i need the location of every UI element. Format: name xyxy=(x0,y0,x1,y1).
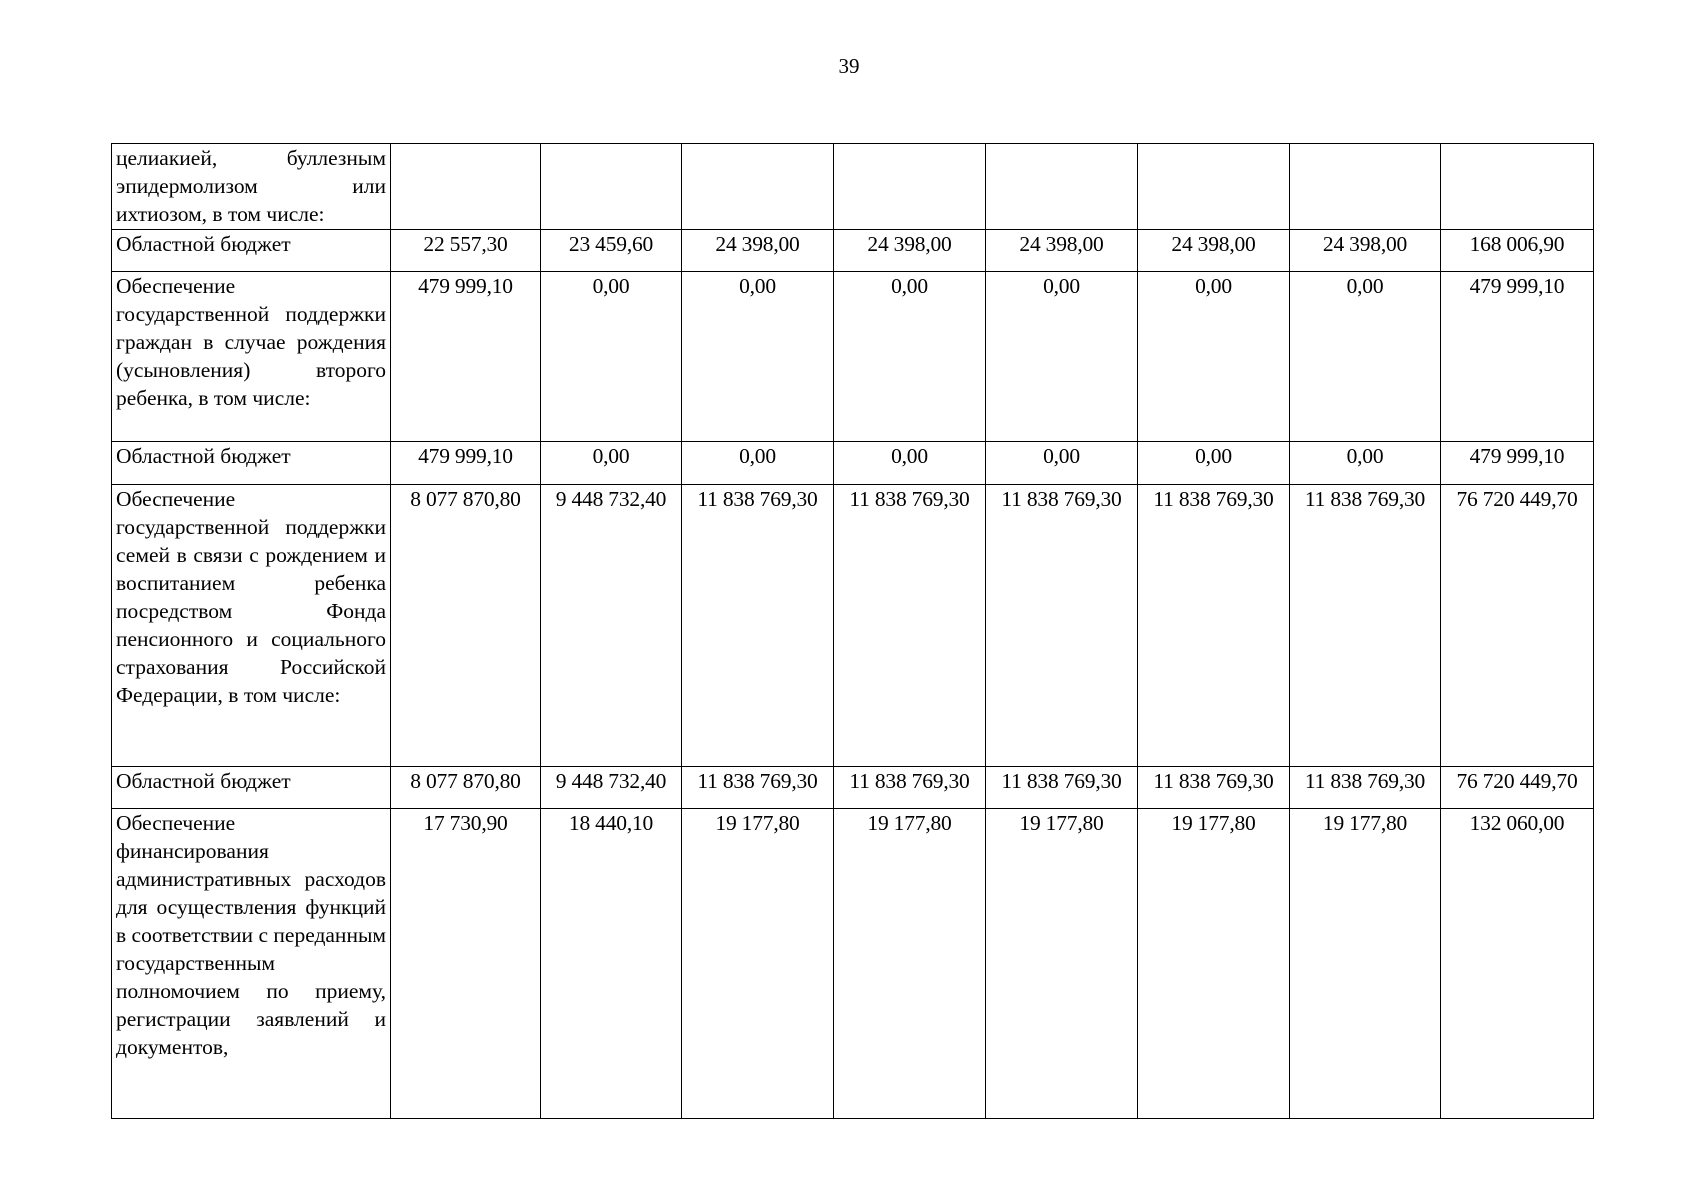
value-cell: 24 398,00 xyxy=(1138,230,1290,272)
row-label: Областной бюджет xyxy=(112,442,391,485)
value-cell xyxy=(541,144,682,230)
row-label: Обеспечение государственной поддержки граждан в случае рождения (усыновления) второго ребенка, в том числе: xyxy=(112,272,391,442)
value-cell: 24 398,00 xyxy=(986,230,1138,272)
value-cell: 479 999,10 xyxy=(391,272,541,442)
value-cell: 24 398,00 xyxy=(682,230,834,272)
row-label: Областной бюджет xyxy=(112,767,391,809)
value-cell: 0,00 xyxy=(1290,272,1441,442)
value-cell xyxy=(391,144,541,230)
value-cell: 8 077 870,80 xyxy=(391,767,541,809)
value-cell: 11 838 769,30 xyxy=(986,767,1138,809)
value-cell: 11 838 769,30 xyxy=(834,767,986,809)
value-cell: 9 448 732,40 xyxy=(541,485,682,767)
value-cell: 0,00 xyxy=(986,272,1138,442)
table-row xyxy=(112,809,1594,1119)
value-cell: 11 838 769,30 xyxy=(986,485,1138,767)
row-label: Обеспечение государственной поддержки семей в связи с рождением и воспитанием ребенка посредством Фонда пенсионного и социального страхования Российской Федерации, в том числе: xyxy=(112,485,391,767)
table-row xyxy=(112,485,1594,767)
value-cell: 11 838 769,30 xyxy=(682,767,834,809)
value-cell: 8 077 870,80 xyxy=(391,485,541,767)
value-cell: 24 398,00 xyxy=(834,230,986,272)
value-cell: 0,00 xyxy=(834,442,986,485)
value-cell: 0,00 xyxy=(1290,442,1441,485)
value-cell: 19 177,80 xyxy=(1290,809,1441,1119)
row-label: Обеспечение финансирования административных расходов для осуществления функций в соответствии с переданным государственным полномочием по приему, регистрации заявлений и документов, xyxy=(112,809,391,1119)
value-cell: 76 720 449,70 xyxy=(1441,485,1594,767)
value-cell: 0,00 xyxy=(682,442,834,485)
value-cell: 479 999,10 xyxy=(1441,442,1594,485)
value-cell: 0,00 xyxy=(682,272,834,442)
value-cell: 11 838 769,30 xyxy=(1290,767,1441,809)
value-cell: 11 838 769,30 xyxy=(1290,485,1441,767)
table-row xyxy=(112,272,1594,442)
value-cell: 0,00 xyxy=(541,442,682,485)
page-number: 39 xyxy=(838,54,860,78)
value-cell: 17 730,90 xyxy=(391,809,541,1119)
value-cell xyxy=(834,144,986,230)
value-cell: 0,00 xyxy=(834,272,986,442)
value-cell: 23 459,60 xyxy=(541,230,682,272)
value-cell: 19 177,80 xyxy=(986,809,1138,1119)
budget-table xyxy=(111,143,1594,1119)
value-cell: 19 177,80 xyxy=(834,809,986,1119)
value-cell: 11 838 769,30 xyxy=(834,485,986,767)
value-cell: 18 440,10 xyxy=(541,809,682,1119)
value-cell: 11 838 769,30 xyxy=(1138,485,1290,767)
value-cell: 479 999,10 xyxy=(1441,272,1594,442)
value-cell: 0,00 xyxy=(1138,442,1290,485)
value-cell: 9 448 732,40 xyxy=(541,767,682,809)
value-cell xyxy=(1441,144,1594,230)
value-cell: 19 177,80 xyxy=(682,809,834,1119)
value-cell xyxy=(682,144,834,230)
table-row xyxy=(112,767,1594,809)
value-cell: 168 006,90 xyxy=(1441,230,1594,272)
value-cell xyxy=(1138,144,1290,230)
row-label: целиакией, буллезным эпидермолизом или ихтиозом, в том числе: xyxy=(112,144,391,230)
value-cell: 11 838 769,30 xyxy=(1138,767,1290,809)
value-cell: 0,00 xyxy=(541,272,682,442)
table-row xyxy=(112,442,1594,485)
value-cell: 0,00 xyxy=(986,442,1138,485)
value-cell: 22 557,30 xyxy=(391,230,541,272)
value-cell: 11 838 769,30 xyxy=(682,485,834,767)
value-cell: 0,00 xyxy=(1138,272,1290,442)
value-cell: 132 060,00 xyxy=(1441,809,1594,1119)
row-label: Областной бюджет xyxy=(112,230,391,272)
value-cell xyxy=(986,144,1138,230)
value-cell: 19 177,80 xyxy=(1138,809,1290,1119)
value-cell: 479 999,10 xyxy=(391,442,541,485)
value-cell: 24 398,00 xyxy=(1290,230,1441,272)
table-row xyxy=(112,230,1594,272)
value-cell: 76 720 449,70 xyxy=(1441,767,1594,809)
table-row xyxy=(112,144,1594,230)
value-cell xyxy=(1290,144,1441,230)
